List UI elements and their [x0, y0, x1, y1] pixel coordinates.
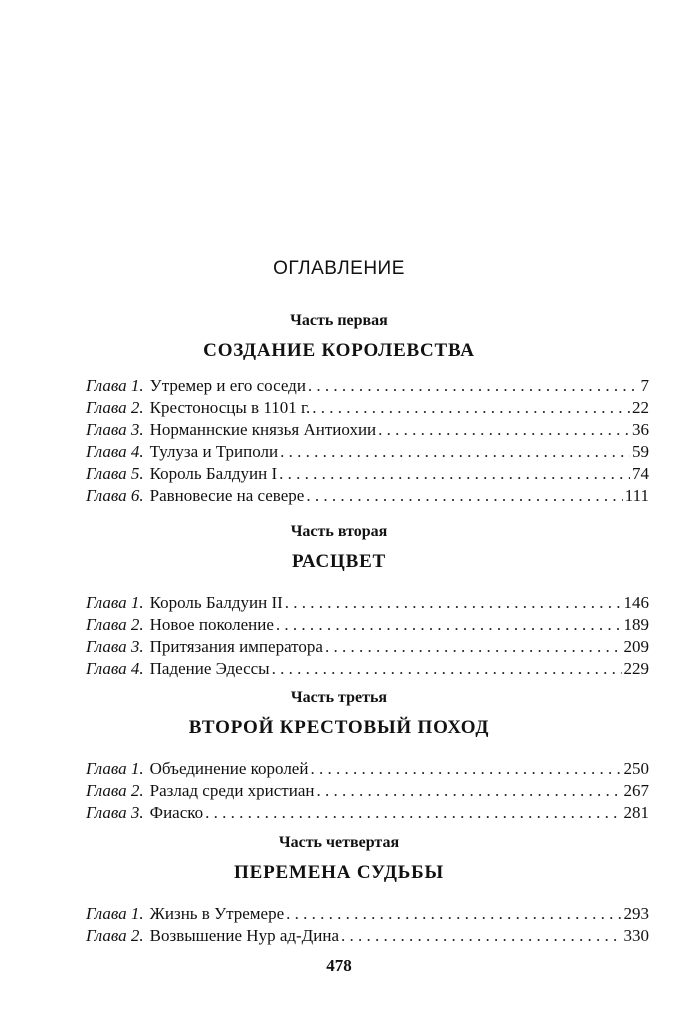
chapter-entry[interactable]: [86, 441, 649, 463]
chapter-entry[interactable]: [86, 485, 649, 507]
part-label: Часть вторая: [290, 523, 388, 540]
chapter-entry[interactable]: [86, 903, 649, 925]
dot-leader: [205, 802, 621, 824]
chapter-number: Глава 1.: [86, 376, 144, 395]
chapter-entry[interactable]: [86, 758, 649, 780]
chapter-number: Глава 1.: [86, 904, 144, 923]
chapter-number: Глава 1.: [86, 593, 144, 612]
toc-title: ОГЛАВЛЕНИЕ: [273, 258, 405, 279]
chapter-list: [0, 758, 678, 824]
chapter-title: Разлад среди христиан: [149, 781, 315, 800]
chapter-page: 209: [623, 637, 649, 656]
chapter-title: Утремер и его соседи: [149, 376, 306, 395]
chapter-page: 22: [632, 398, 649, 417]
chapter-list: [0, 592, 678, 680]
part-name: ВТОРОЙ КРЕСТОВЫЙ ПОХОД: [188, 717, 490, 738]
part-label: Часть первая: [290, 312, 388, 329]
chapter-page: 111: [624, 486, 649, 505]
chapter-title: Тулуза и Триполи: [149, 442, 279, 461]
chapter-list: [0, 903, 678, 947]
dot-leader: [286, 903, 621, 925]
chapter-entry[interactable]: [86, 802, 649, 824]
chapter-entry[interactable]: [86, 592, 649, 614]
chapter-number: Глава 2.: [86, 926, 144, 945]
chapter-page: 229: [623, 659, 649, 678]
chapter-list: [0, 375, 678, 507]
dot-leader: [272, 658, 622, 680]
chapter-page: 293: [623, 904, 649, 923]
chapter-title: Возвышение Нур ад-Дина: [149, 926, 340, 945]
dot-leader: [341, 925, 621, 947]
chapter-page: 250: [623, 759, 649, 778]
part-label: Часть третья: [290, 689, 388, 706]
chapter-entry[interactable]: [86, 614, 649, 636]
chapter-title: Новое поколение: [149, 615, 274, 634]
chapter-page: 281: [623, 803, 649, 822]
chapter-number: Глава 3.: [86, 420, 144, 439]
chapter-entry[interactable]: [86, 397, 649, 419]
dot-leader: [308, 375, 639, 397]
chapter-number: Глава 3.: [86, 803, 144, 822]
chapter-entry[interactable]: [86, 419, 649, 441]
chapter-title: Король Балдуин I: [149, 464, 278, 483]
chapter-entry[interactable]: [86, 375, 649, 397]
dot-leader: [279, 463, 630, 485]
chapter-number: Глава 4.: [86, 659, 144, 678]
part-3: [0, 688, 678, 840]
chapter-title: Падение Эдессы: [149, 659, 270, 678]
chapter-title: Притязания императора: [149, 637, 323, 656]
chapter-number: Глава 6.: [86, 486, 144, 505]
chapter-number: Глава 1.: [86, 759, 144, 778]
chapter-title: Король Балдуин II: [149, 593, 283, 612]
chapter-page: 146: [623, 593, 649, 612]
dot-leader: [378, 419, 630, 441]
dot-leader: [306, 485, 622, 507]
dot-leader: [285, 592, 622, 614]
chapter-entry[interactable]: [86, 463, 649, 485]
chapter-number: Глава 4.: [86, 442, 144, 461]
chapter-title: Норманнские князья Антиохии: [149, 420, 377, 439]
part-2: [0, 522, 678, 696]
chapter-entry[interactable]: [86, 925, 649, 947]
chapter-page: 59: [632, 442, 649, 461]
chapter-page: 267: [623, 781, 649, 800]
chapter-number: Глава 3.: [86, 637, 144, 656]
chapter-title: Равновесие на севере: [149, 486, 305, 505]
dot-leader: [310, 758, 621, 780]
chapter-number: Глава 2.: [86, 781, 144, 800]
part-4: [0, 833, 678, 963]
chapter-title: Фиаско: [149, 803, 204, 822]
part-name: ПЕРЕМЕНА СУДЬБЫ: [234, 862, 444, 883]
dot-leader: [325, 636, 622, 658]
chapter-page: 36: [632, 420, 649, 439]
part-1: [0, 311, 678, 523]
dot-leader: [312, 397, 630, 419]
chapter-number: Глава 5.: [86, 464, 144, 483]
dot-leader: [280, 441, 630, 463]
chapter-number: Глава 2.: [86, 398, 144, 417]
dot-leader: [276, 614, 622, 636]
chapter-number: Глава 2.: [86, 615, 144, 634]
part-name: СОЗДАНИЕ КОРОЛЕВСТВА: [203, 340, 475, 361]
chapter-page: 189: [623, 615, 649, 634]
chapter-page: 74: [632, 464, 649, 483]
chapter-entry[interactable]: [86, 636, 649, 658]
chapter-entry[interactable]: [86, 780, 649, 802]
part-label: Часть четвертая: [278, 834, 400, 851]
chapter-page: 7: [640, 376, 649, 395]
chapter-title: Крестоносцы в 1101 г.: [149, 398, 311, 417]
part-name: РАСЦВЕТ: [291, 551, 387, 572]
chapter-title: Объединение королей: [149, 759, 309, 778]
page-number: 478: [326, 956, 352, 975]
chapter-title: Жизнь в Утремере: [149, 904, 285, 923]
chapter-entry[interactable]: [86, 658, 649, 680]
chapter-page: 330: [623, 926, 649, 945]
dot-leader: [316, 780, 621, 802]
